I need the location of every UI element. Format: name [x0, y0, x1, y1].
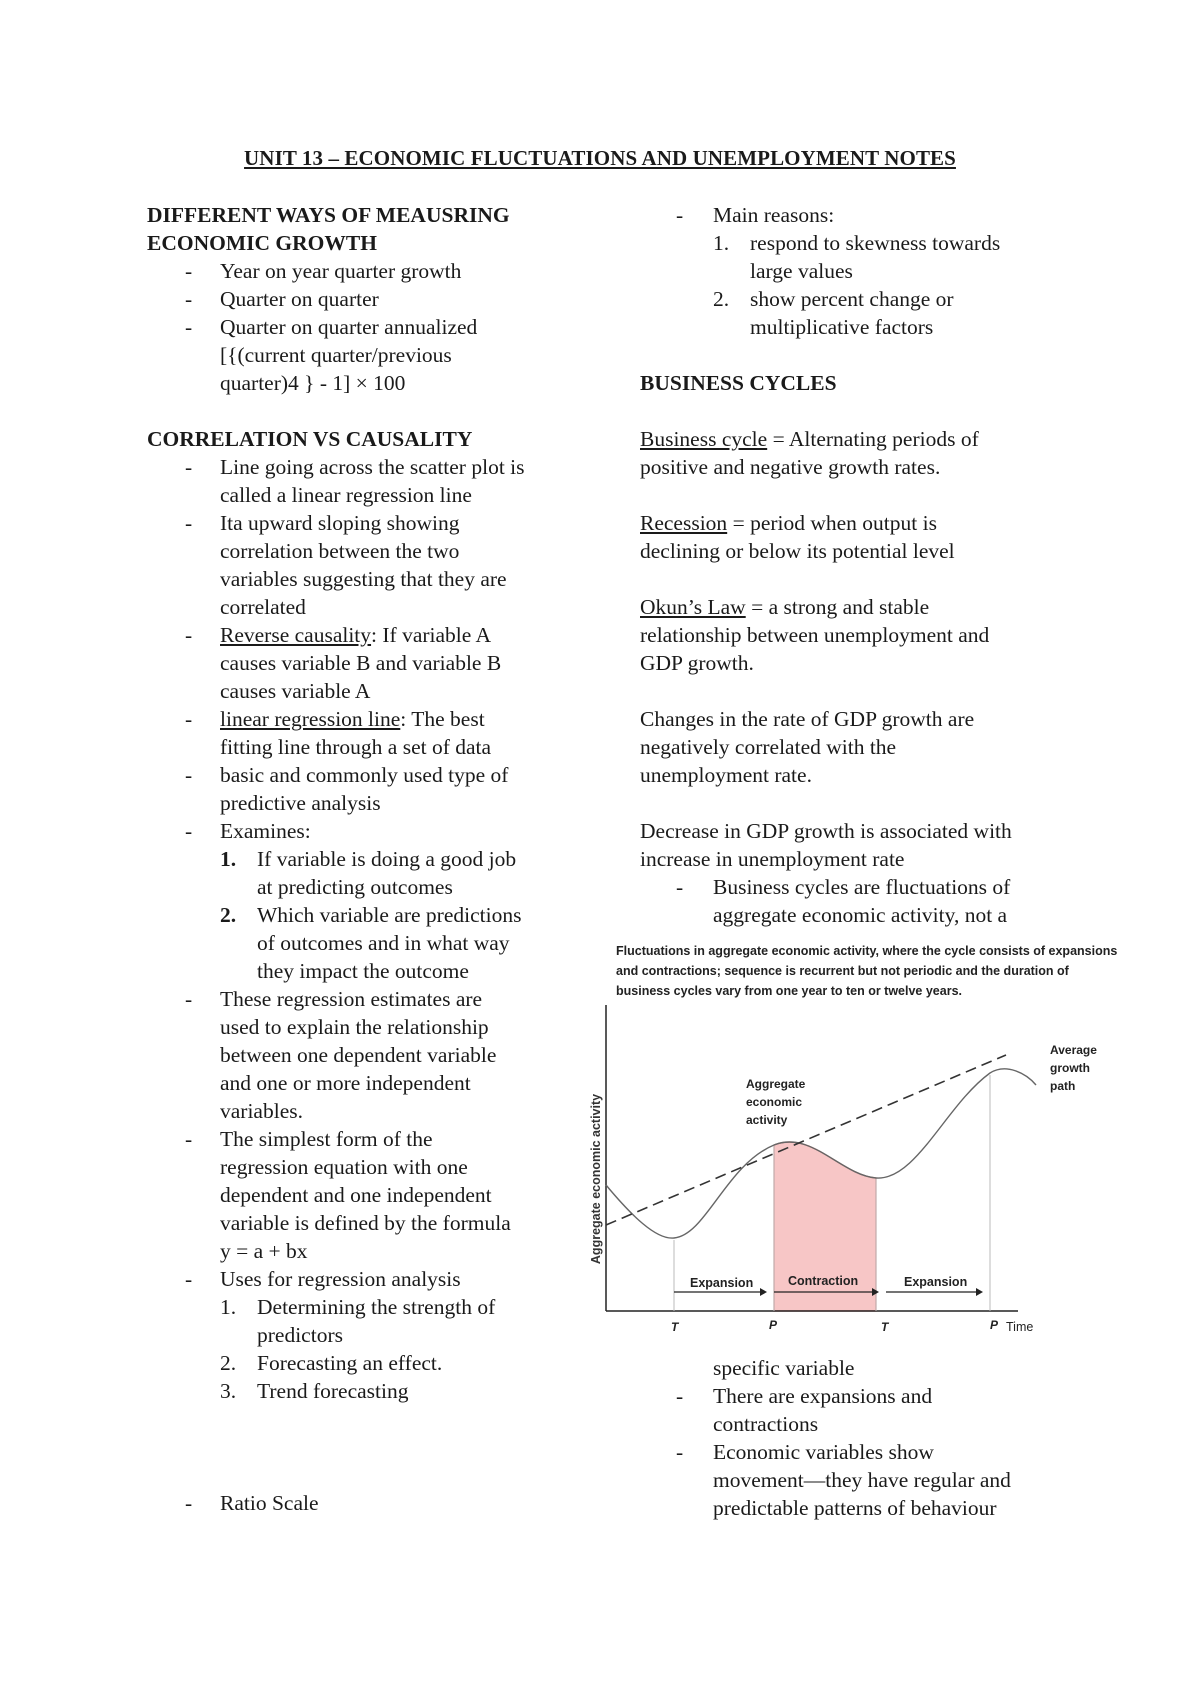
svg-text:Fluctuations in aggregate econ: Fluctuations in aggregate economic activity, where the cycle consists of expansions	[616, 944, 1118, 958]
list-item: - Line going across the scatter plot is called a linear regression line	[185, 455, 525, 507]
list-item: - Uses for regression analysis	[185, 1267, 461, 1291]
heading-business-cycles: BUSINESS CYCLES	[640, 371, 837, 395]
list-item: - There are expansions and contractions	[676, 1384, 933, 1436]
x-tick-labels	[671, 1318, 999, 1334]
list-item: - Examines:	[185, 819, 311, 843]
chart-title	[616, 944, 1117, 998]
trend-label	[1050, 1043, 1097, 1093]
list-item: - Reverse causality: If variable A causes variable B and variable B causes variable A	[185, 623, 502, 703]
svg-text:Average: Average	[1050, 1043, 1097, 1057]
paragraph-gdp-correlation: Changes in the rate of GDP growth are negatively correlated with the unemployment rate.	[640, 707, 975, 787]
sub-list-item: 1. If variable is doing a good job at predicting outcomes	[220, 847, 517, 899]
list-item: - Main reasons:	[676, 203, 835, 227]
list-item: - Ratio Scale	[185, 1491, 319, 1515]
list-item: - basic and commonly used type of predictive analysis	[185, 763, 509, 815]
heading-correlation: CORRELATION VS CAUSALITY	[147, 427, 473, 451]
sub-list-item: 1. Determining the strength of predictors	[220, 1295, 496, 1347]
list-item: - Quarter on quarter annualized [{(current quarter/previous quarter)4 } - 1] × 100	[185, 315, 478, 395]
continued-text: specific variable	[713, 1356, 855, 1380]
svg-text:Aggregate: Aggregate	[746, 1077, 806, 1091]
sub-list-item: 2. Which variable are predictions of outcomes and in what way they impact the outcome	[220, 903, 522, 983]
term-reverse-causality: Reverse causality	[220, 623, 372, 647]
list-item: - Quarter on quarter	[185, 287, 379, 311]
paragraph-gdp-decrease: Decrease in GDP growth is associated with increase in unemployment rate	[640, 819, 1012, 871]
right-column-continued	[640, 1354, 1100, 1522]
term-linear-regression: linear regression line	[220, 707, 401, 731]
y-axis-label: Aggregate economic activity	[589, 1093, 603, 1265]
list-item: - linear regression line: The best fitting line through a set of data	[185, 707, 492, 759]
right-column	[640, 201, 1100, 929]
business-cycle-chart	[586, 935, 1146, 1340]
list-item: - The simplest form of the regression equation with one dependent and one independent variable is defined by the formula y = a + bx	[185, 1127, 511, 1263]
sub-list-item: 3. Trend forecasting	[220, 1379, 409, 1403]
svg-text:and contractions; sequence is: and contractions; sequence is recurrent but not periodic and the duration of	[616, 964, 1069, 978]
left-column	[147, 201, 587, 1517]
definition-recession: Recession = period when output is declining or below its potential level	[640, 511, 955, 563]
sub-list-item: 2. show percent change or multiplicative factors	[713, 287, 954, 339]
definition-okuns-law: Okun’s Law = a strong and stable relationship between unemployment and GDP growth.	[640, 595, 990, 675]
svg-text:growth: growth	[1050, 1061, 1090, 1075]
tick-label: P	[990, 1318, 999, 1332]
list-item: - Year on year quarter growth	[185, 259, 462, 283]
phase-label: Contraction	[788, 1274, 859, 1288]
svg-text:business cycles vary from one: business cycles vary from one year to ten or twelve years.	[616, 984, 962, 998]
page-title: UNIT 13 – ECONOMIC FLUCTUATIONS AND UNEMPLOYMENT NOTES	[244, 146, 956, 170]
svg-text:economic: economic	[746, 1095, 803, 1109]
definition-business-cycle: Business cycle = Alternating periods of positive and negative growth rates.	[640, 427, 979, 479]
heading-measuring-growth: DIFFERENT WAYS OF MEAUSRING ECONOMIC GROWTH	[147, 203, 510, 255]
sub-list-item: 1. respond to skewness towards large values	[713, 231, 1001, 283]
activity-label	[746, 1077, 806, 1127]
x-axis-label: Time	[1006, 1320, 1034, 1334]
phase-label: Expansion	[690, 1276, 754, 1290]
svg-text:path: path	[1050, 1079, 1076, 1093]
list-item: - These regression estimates are used to explain the relationship between one dependent variable and one or more independent variables.	[185, 987, 497, 1123]
list-item: - Business cycles are fluctuations of aggregate economic activity, not a	[676, 875, 1011, 927]
phase-label: Expansion	[904, 1275, 968, 1289]
tick-label: T	[671, 1320, 679, 1334]
list-item: - Ita upward sloping showing correlation between the two variables suggesting that they are correlated	[185, 511, 507, 619]
tick-label: P	[769, 1318, 778, 1332]
svg-text:activity: activity	[746, 1113, 788, 1127]
tick-label: T	[881, 1320, 889, 1334]
sub-list-item: 2. Forecasting an effect.	[220, 1351, 443, 1375]
list-item: - Economic variables show movement—they have regular and predictable patterns of behaviour	[676, 1440, 1011, 1520]
